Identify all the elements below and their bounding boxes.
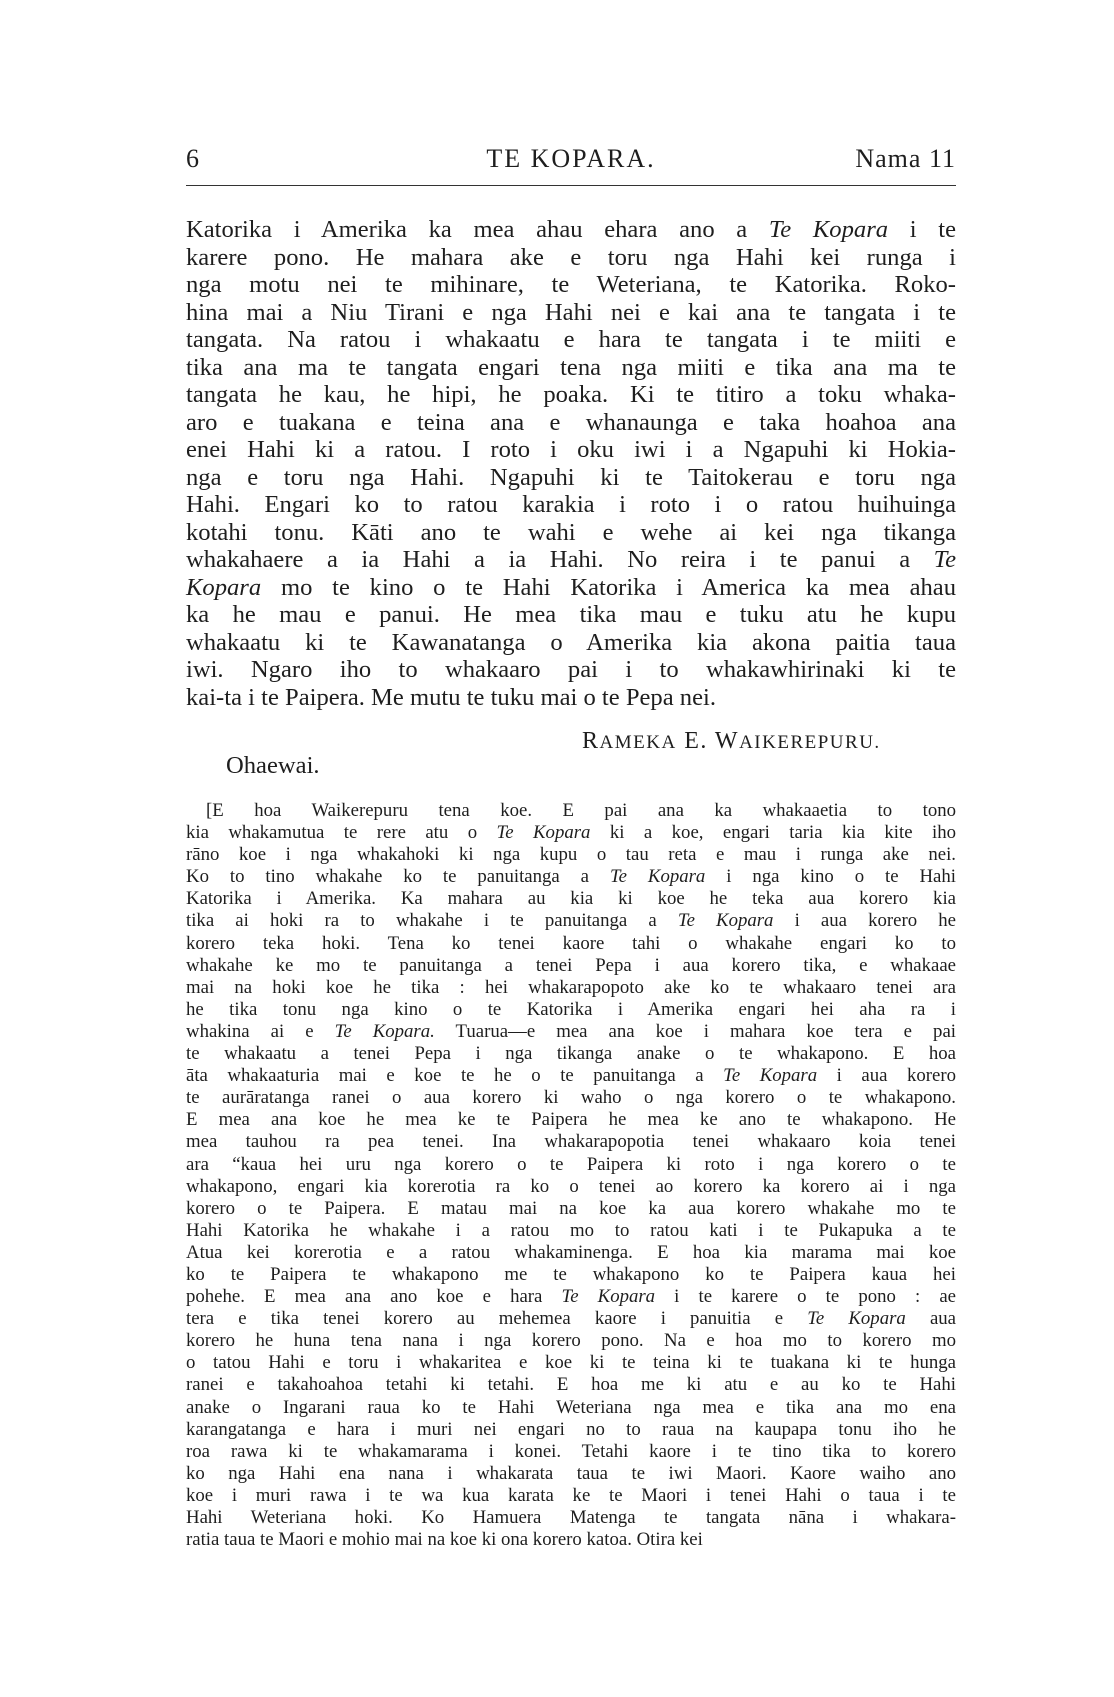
text-run: whakina ai e — [186, 1020, 335, 1042]
text-run: ko te Paipera te whakapono me te whakapono ko te Paipera kaua hei — [186, 1263, 956, 1285]
text-run: Ko to tino whakahe ko te panuitanga a — [186, 866, 610, 888]
italic-title: Te Kopara — [496, 822, 591, 844]
letter-line — [186, 574, 956, 602]
text-run: whakapono, engari kia korerotia ra ko o tenei ao korero ka korero ai i nga — [186, 1175, 956, 1197]
reply-line — [186, 1374, 956, 1396]
text-run: whakaatu ki te Kawanatanga o Amerika kia akona paitia taua — [186, 628, 956, 656]
reply-line — [186, 1330, 956, 1352]
text-run: Katorika i Amerika. Ka mahara au kia ki koe he teka aua korero kia — [186, 888, 956, 910]
letter-line — [186, 601, 956, 629]
reply-line — [186, 1441, 956, 1463]
italic-title: Te Kopara — [807, 1308, 906, 1330]
text-run: te aurāratanga ranei o aua korero ki waho o nga korero o te whakapono. — [186, 1087, 956, 1109]
reply-line — [186, 866, 956, 888]
reply-line — [186, 1043, 956, 1065]
text-run: Hahi Katorika he whakahe i a ratou mo to ratou kati i te Pukapuka a te — [186, 1219, 956, 1241]
text-run: ranei e takahoahoa tetahi ki tetahi. E hoa me ki atu e au ko te Hahi — [186, 1374, 956, 1396]
reply-line — [186, 933, 956, 955]
text-run: karangatanga e hara i muri nei engari no to raua na kaupapa tonu iho he — [186, 1418, 956, 1440]
text-run: anake o Ingarani raua ko te Hahi Weteriana nga mea e tika ana mo ena — [186, 1396, 956, 1418]
journal-title: TE KOPARA. — [486, 144, 656, 173]
text-run: tika ana ma te tangata engari tena nga miiti e tika ana ma te — [186, 353, 956, 381]
letter-line — [186, 409, 956, 437]
text-run: whakahe ke mo te panuitanga a tenei Pepa i aua korero tika, e whakaae — [186, 954, 956, 976]
letter-line — [186, 629, 956, 657]
reply-line — [186, 844, 956, 866]
text-run: ratia taua te Maori e mohio mai na koe ki ona korero katoa. Otira kei — [186, 1529, 703, 1551]
italic-title: Te Kopara. — [334, 1020, 435, 1042]
text-run: i nga kino o te Hahi — [705, 866, 956, 888]
reply-line — [186, 1397, 956, 1419]
text-run: whakahaere a ia Hahi a ia Hahi. No reira i te panui a — [186, 546, 934, 573]
letter-place: Ohaewai. — [226, 752, 320, 779]
text-run: enei Hahi ki a ratou. I roto i oku iwi i a Ngapuhi ki Hokia- — [186, 436, 956, 463]
header-rule — [186, 185, 956, 186]
reply-line — [186, 1308, 956, 1330]
text-run: he tika tonu nga kino o te Katorika i Amerika engari hei aha ra i — [186, 998, 956, 1020]
reply-line — [186, 1109, 956, 1131]
text-run: tangata. Na ratou i whakaatu e hara te tangata i te miiti e — [186, 326, 956, 353]
signature-given-rest: AMEKA — [599, 732, 677, 753]
text-run: rāno koe i nga whakahoki ki nga kupu o tau reta e mau i runga ake nei. — [186, 844, 956, 866]
issue-value: 11 — [928, 144, 956, 173]
text-run: hina mai a Niu Tirani e nga Hahi nei e kai ana te tangata i te — [186, 298, 956, 326]
italic-title: Te Kopara — [609, 866, 706, 888]
text-run: E mea ana koe he mea ke te Paipera he mea ke ano te whakapono. He — [186, 1109, 956, 1131]
reply-line — [186, 955, 956, 977]
text-run: i aua korero he — [773, 910, 956, 932]
letter-line — [186, 491, 956, 519]
reply-line — [186, 1131, 956, 1153]
text-run: i te karere o te pono : ae — [655, 1286, 956, 1308]
signature-initial-r: R — [582, 728, 600, 754]
letter-line — [186, 381, 956, 409]
text-run: kotahi tonu. Kāti ano te wahi e wehe ai kei nga tikanga — [186, 518, 956, 546]
text-run: karere pono. He mahara ake e toru nga Hahi kei runga i — [186, 243, 956, 271]
reply-line — [186, 822, 956, 844]
text-run: tera e tika tenei korero au mehemea kaore i panuitia e — [186, 1308, 808, 1330]
italic-title: Te Kopara — [723, 1065, 818, 1087]
reply-line — [186, 1485, 956, 1507]
text-run: [E hoa Waikerepuru tena koe. E pai ana ka whakaaetia to tono — [206, 800, 956, 821]
italic-title: Kopara — [186, 573, 262, 601]
text-run: Tuarua—e mea ana koe i mahara koe tera e pai — [434, 1020, 957, 1042]
reply-line — [186, 910, 956, 932]
reply-line — [186, 1021, 956, 1043]
letter-line — [186, 299, 956, 327]
reply-line — [186, 1242, 956, 1264]
italic-title: Te Kopara — [561, 1286, 656, 1308]
text-run: tika ai hoki ra to whakahe i te panuitanga a — [186, 910, 678, 932]
italic-title: Te Kopara — [677, 910, 774, 932]
text-run: mai na hoki koe he tika : hei whakarapopoto ake ko te whakaaro tenei ara — [186, 976, 956, 998]
letter-line — [186, 216, 956, 244]
signature-initial-w: W — [714, 728, 740, 754]
text-run: roa rawa ki te whakamarama i konei. Tetahi kaore i te tino tika to korero — [186, 1440, 956, 1462]
reply-line — [186, 1507, 956, 1529]
text-run: ka he mau e panui. He mea tika mau e tuku atu he kupu — [186, 601, 956, 628]
text-run: ki a koe, engari taria kia kite iho — [590, 822, 957, 844]
letter-line — [186, 519, 956, 547]
text-run: pohehe. E mea ana ano koe e hara — [186, 1286, 562, 1308]
reply-line — [186, 1264, 956, 1286]
text-run: Atua kei korerotia e a ratou whakaminenga. E hoa kia marama mai koe — [186, 1241, 956, 1263]
text-run: nga e toru nga Hahi. Ngapuhi ki te Taitokerau e toru nga — [186, 463, 956, 491]
text-run: mea tauhou ra pea tenei. Ina whakarapopotia tenei whakaaro koia tenei — [186, 1131, 956, 1153]
text-run: aua — [905, 1308, 957, 1330]
signature-middle: E. — [676, 728, 715, 754]
reply-line — [186, 1529, 956, 1551]
editor-reply — [186, 800, 956, 1551]
text-run: ko nga Hahi ena nana i whakarata taua te iwi Maori. Kaore waiho ano — [186, 1462, 956, 1484]
reply-line — [186, 1176, 956, 1198]
reply-line — [186, 1154, 956, 1176]
text-run: kai-ta i te Paipera. Me mutu te tuku mai o te Pepa nei. — [186, 683, 716, 711]
text-run: āta whakaaturia mai e koe te he o te panuitanga a — [186, 1065, 724, 1087]
text-run: korero he huna tena nana i nga korero pono. Na e hoa mo to korero mo — [186, 1330, 956, 1352]
text-run: i te — [888, 216, 956, 243]
text-run: tangata he kau, he hipi, he poaka. Ki te titiro a toku whaka- — [186, 381, 956, 408]
letter-line — [186, 271, 956, 299]
text-run: i aua korero — [817, 1065, 957, 1087]
letter-line — [186, 656, 956, 684]
letter-line — [186, 464, 956, 492]
letter-line — [186, 354, 956, 382]
text-run: korero o te Paipera. E matau mai na koe ka aua korero whakahe mo te — [186, 1197, 956, 1219]
letter-line — [186, 684, 956, 712]
letter-line — [186, 436, 956, 464]
text-run: te whakaatu a tenei Pepa i nga tikanga anake o te whakapono. E hoa — [186, 1043, 956, 1065]
reply-line — [186, 977, 956, 999]
reply-line — [186, 1087, 956, 1109]
text-run: aro e tuakana e teina ana e whanaunga e taka hoahoa ana — [186, 408, 956, 436]
text-run: Hahi Weteriana hoki. Ko Hamuera Matenga te tangata nāna i whakara- — [186, 1507, 956, 1528]
reply-line — [186, 1463, 956, 1485]
text-run: kia whakamutua te rere atu o — [186, 822, 497, 844]
text-run: nga motu nei te mihinare, te Weteriana, te Katorika. Roko- — [186, 271, 956, 298]
reply-line — [186, 800, 956, 822]
reply-line — [186, 1220, 956, 1242]
letter-body — [186, 216, 956, 711]
reply-line — [186, 1352, 956, 1374]
text-run: mo te kino o te Hahi Katorika i America ka mea ahau — [261, 573, 956, 601]
text-run: iwi. Ngaro iho to whakaaro pai i to whakawhirinaki ki te — [186, 656, 956, 683]
italic-title: Te Kopara — [768, 216, 889, 243]
text-run: korero teka hoki. Tena ko tenei kaore tahi o whakahe engari ko to — [186, 932, 956, 954]
letter-line — [186, 244, 956, 272]
reply-line — [186, 1286, 956, 1308]
letter-line — [186, 326, 956, 354]
text-run: koe i muri rawa i te wa kua karata ke te Maori i tenei Hahi o taua i te — [186, 1484, 956, 1506]
reply-line — [186, 888, 956, 910]
letter-line — [186, 546, 956, 574]
reply-line — [186, 1419, 956, 1441]
reply-line — [186, 1198, 956, 1220]
issue-label: Nama — [855, 144, 922, 173]
text-run: Hahi. Engari ko to ratou karakia i roto i o ratou huihuinga — [186, 491, 956, 518]
text-run: ara “kaua hei uru nga korero o te Paipera ki roto i nga korero o te — [186, 1153, 956, 1175]
running-head — [186, 144, 956, 178]
reply-line — [186, 999, 956, 1021]
text-run: o tatou Hahi e toru i whakaritea e koe ki te teina ki te tuakana ki te hunga — [186, 1352, 956, 1374]
signature-surname-rest: AIKEREPURU. — [739, 732, 881, 753]
issue-number — [855, 144, 956, 174]
italic-title: Te — [933, 546, 956, 573]
text-run: Katorika i Amerika ka mea ahau ehara ano a — [186, 216, 769, 243]
reply-line — [186, 1065, 956, 1087]
letter-signature — [582, 728, 881, 755]
page-number: 6 — [186, 144, 200, 173]
